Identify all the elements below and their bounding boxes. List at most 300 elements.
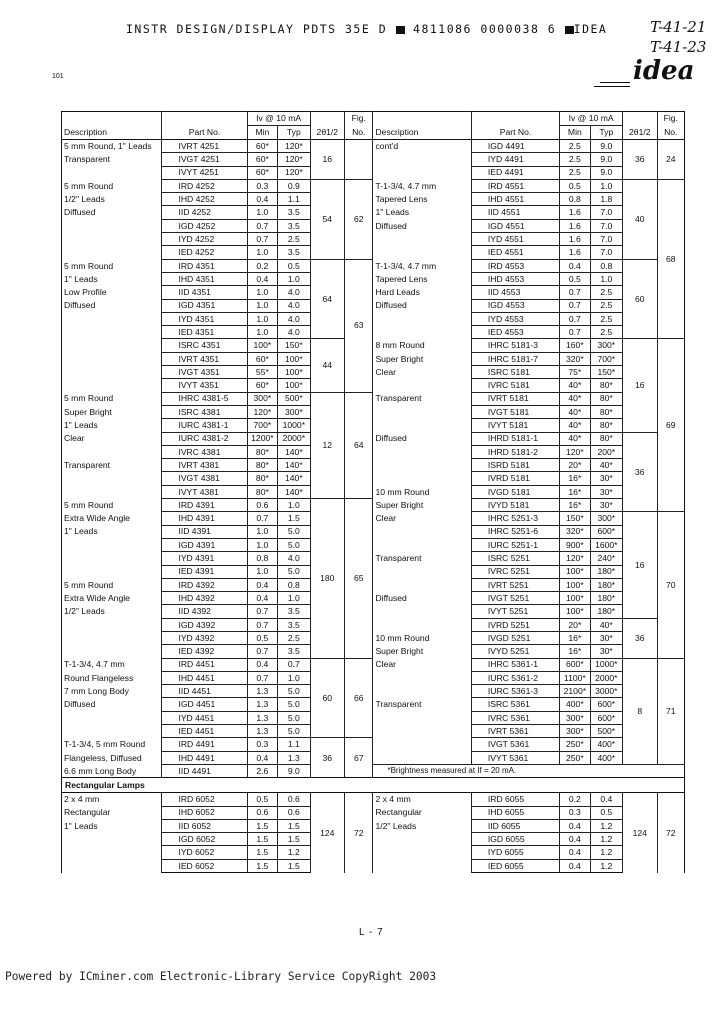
viewing-angle: 16: [623, 339, 657, 432]
description-text: Round Flangeless: [62, 671, 162, 684]
logo-rule: [594, 86, 630, 87]
iv-min: 0.5: [560, 272, 590, 285]
iv-typ: 80*: [590, 392, 622, 405]
iv-min: 80*: [247, 485, 277, 498]
section-title: Rectangular Lamps: [62, 778, 685, 793]
description-text: [373, 725, 471, 738]
figure-number: 66: [345, 658, 373, 738]
iv-typ: 1000*: [590, 658, 622, 671]
part-number: IRD 4451: [162, 658, 247, 671]
description-text: [62, 645, 162, 658]
part-number: IVRC 4381: [162, 445, 247, 458]
part-number: IHD 6055: [471, 806, 559, 819]
description-text: [373, 312, 471, 325]
iv-typ: 100*: [278, 366, 310, 379]
iv-min: 1.0: [247, 565, 277, 578]
part-number: IED 4551: [471, 246, 559, 259]
iv-typ: 1.5: [278, 512, 310, 525]
description-text: 5 mm Round: [62, 179, 162, 192]
table-row: [62, 352, 685, 365]
part-number: IRD 4351: [162, 259, 247, 272]
part-number: IGD 4491: [471, 140, 559, 153]
description-text: [62, 445, 162, 458]
part-number: IRD 4551: [471, 179, 559, 192]
iv-min: 1.0: [247, 326, 277, 339]
iv-min: 0.2: [247, 259, 277, 272]
part-number: IVGT 4381: [162, 472, 247, 485]
header-angle: 2θ1/2: [623, 126, 657, 140]
table-row: [62, 379, 685, 392]
table-row: [62, 206, 685, 219]
part-number: IGD 4252: [162, 219, 247, 232]
iv-typ: 0.7: [278, 658, 310, 671]
iv-typ: 600*: [590, 698, 622, 711]
iv-typ: 400*: [590, 738, 622, 751]
description-text: [373, 711, 471, 724]
iv-typ: 7.0: [590, 219, 622, 232]
iv-typ: 1.2: [590, 859, 622, 872]
iv-min: 400*: [560, 698, 590, 711]
description-text: Diffused: [373, 432, 471, 445]
part-number: IVRC 5181: [471, 379, 559, 392]
table-row: [62, 219, 685, 232]
table-row: [62, 764, 685, 777]
table-row: [62, 339, 685, 352]
description-text: 5 mm Round, 1" Leads: [62, 140, 162, 153]
part-number: IED 4451: [162, 725, 247, 738]
description-text: Diffused: [62, 299, 162, 312]
iv-typ: 100*: [278, 379, 310, 392]
part-number: IVYT 5251: [471, 605, 559, 618]
iv-min: 900*: [560, 538, 590, 551]
description-text: 8 mm Round: [373, 339, 471, 352]
iv-typ: 180*: [590, 605, 622, 618]
part-number: IRD 4252: [162, 179, 247, 192]
description-text: 1" Leads: [62, 525, 162, 538]
viewing-angle: 36: [623, 432, 657, 512]
iv-min: 320*: [560, 525, 590, 538]
table-row: [62, 658, 685, 671]
iv-typ: 1.0: [278, 592, 310, 605]
iv-min: 16*: [560, 631, 590, 644]
iv-typ: 500*: [590, 725, 622, 738]
description-text: Diffused: [373, 592, 471, 605]
description-text: [373, 578, 471, 591]
part-number: IED 4351: [162, 326, 247, 339]
iv-typ: 9.0: [590, 140, 622, 153]
figure-number: 72: [657, 793, 684, 873]
description-text: [373, 405, 471, 418]
iv-typ: 1.0: [278, 499, 310, 512]
iv-min: 0.4: [560, 846, 590, 859]
description-text: T-1-3/4, 4.7 mm: [62, 658, 162, 671]
figure-number: 65: [345, 499, 373, 659]
description-text: [62, 233, 162, 246]
iv-min: 16*: [560, 645, 590, 658]
iv-min: 0.4: [560, 859, 590, 872]
table-row: [62, 618, 685, 631]
iv-typ: 600*: [590, 525, 622, 538]
table-row: [62, 565, 685, 578]
iv-typ: 9.0: [590, 166, 622, 179]
table-row: [62, 193, 685, 206]
description-text: [373, 246, 471, 259]
description-text: 1" Leads: [373, 206, 471, 219]
description-text: Hard Leads: [373, 286, 471, 299]
table-row: [62, 725, 685, 738]
iv-typ: 0.5: [590, 806, 622, 819]
iv-min: 250*: [560, 738, 590, 751]
viewing-angle: 60: [623, 259, 657, 339]
table-row: [62, 366, 685, 379]
table-row: [62, 578, 685, 591]
iv-min: 20*: [560, 459, 590, 472]
table-row: [62, 286, 685, 299]
part-number: IYD 4451: [162, 711, 247, 724]
description-text: [373, 671, 471, 684]
iv-typ: 2.5: [590, 326, 622, 339]
header-part: Part No.: [471, 126, 559, 140]
part-number: IGD 6055: [471, 833, 559, 846]
part-number: IVRT 4251: [162, 140, 247, 153]
part-number: IID 4551: [471, 206, 559, 219]
iv-typ: 140*: [278, 445, 310, 458]
part-number: IVGD 5251: [471, 631, 559, 644]
iv-typ: 0.6: [278, 793, 310, 806]
iv-min: 0.4: [247, 193, 277, 206]
figure-number: 67: [345, 738, 373, 778]
part-number: IID 6052: [162, 819, 247, 832]
viewing-angle: 16: [310, 140, 344, 180]
description-text: [373, 153, 471, 166]
part-number: IHRD 5181-2: [471, 445, 559, 458]
part-number: IURC 4381-2: [162, 432, 247, 445]
description-text: [373, 685, 471, 698]
iv-min: 20*: [560, 618, 590, 631]
description-text: [62, 711, 162, 724]
table-row: [62, 605, 685, 618]
iv-min: 0.4: [247, 592, 277, 605]
iv-min: 100*: [560, 578, 590, 591]
iv-min: 1200*: [247, 432, 277, 445]
description-text: 1/2" Leads: [62, 605, 162, 618]
table-row: [62, 499, 685, 512]
description-text: [373, 538, 471, 551]
part-number: IHD 4553: [471, 272, 559, 285]
figure-number: 70: [657, 512, 684, 658]
iv-min: 0.7: [247, 605, 277, 618]
part-number: IVRD 5251: [471, 618, 559, 631]
iv-min: 1.0: [247, 538, 277, 551]
iv-typ: 4.0: [278, 299, 310, 312]
figure-number: 64: [345, 392, 373, 498]
iv-min: 60*: [247, 166, 277, 179]
iv-min: 40*: [560, 379, 590, 392]
header-part-blank: [471, 112, 559, 126]
viewing-angle: 124: [310, 793, 344, 873]
description-text: [62, 565, 162, 578]
description-text: Clear: [373, 658, 471, 671]
table-row: [62, 671, 685, 684]
description-text: Super Bright: [373, 645, 471, 658]
part-number: ISRC 5251: [471, 552, 559, 565]
description-text: [62, 618, 162, 631]
header-iv: Iv @ 10 mA: [560, 112, 623, 126]
header-fig: Fig.: [657, 112, 684, 126]
iv-typ: 7.0: [590, 233, 622, 246]
part-number: ISRC 5181: [471, 366, 559, 379]
iv-min: 0.8: [560, 193, 590, 206]
table-row: [62, 166, 685, 179]
iv-typ: 1.1: [278, 193, 310, 206]
iv-typ: 30*: [590, 499, 622, 512]
description-text: Tapered Lens: [373, 193, 471, 206]
part-number: IYD 4553: [471, 312, 559, 325]
idea-logo: idea: [633, 56, 695, 86]
iv-min: 80*: [247, 445, 277, 458]
iv-min: 320*: [560, 352, 590, 365]
part-number: IVGT 4351: [162, 366, 247, 379]
iv-typ: 1.5: [278, 859, 310, 872]
table-row: [62, 326, 685, 339]
iv-min: 150*: [560, 512, 590, 525]
table-row: [62, 512, 685, 525]
description-text: Low Profile: [62, 286, 162, 299]
iv-typ: 200*: [590, 445, 622, 458]
description-text: 1/2" Leads: [373, 819, 471, 832]
iv-typ: 1.0: [590, 272, 622, 285]
iv-min: 60*: [247, 379, 277, 392]
part-number: IRD 4391: [162, 499, 247, 512]
iv-typ: 3.5: [278, 246, 310, 259]
figure-number: 71: [657, 658, 684, 764]
part-number: IVRC 5361: [471, 711, 559, 724]
part-number: IED 4391: [162, 565, 247, 578]
iv-typ: 140*: [278, 472, 310, 485]
viewing-angle: 124: [623, 793, 657, 873]
description-text: [373, 751, 471, 764]
iv-typ: 2.5: [590, 286, 622, 299]
viewing-angle: 64: [310, 259, 344, 339]
part-number: IRD 4392: [162, 578, 247, 591]
description-text: Flangeless, Diffused: [62, 751, 162, 764]
iv-min: 0.3: [247, 179, 277, 192]
iv-typ: 7.0: [590, 206, 622, 219]
viewing-angle: 36: [623, 140, 657, 180]
part-number: IID 4553: [471, 286, 559, 299]
description-text: [373, 445, 471, 458]
header-description: Description: [373, 126, 471, 140]
table-row: [62, 246, 685, 259]
iv-min: 60*: [247, 140, 277, 153]
part-number: IHRC 5181-7: [471, 352, 559, 365]
iv-typ: 240*: [590, 552, 622, 565]
iv-typ: 5.0: [278, 698, 310, 711]
part-number: IID 4252: [162, 206, 247, 219]
part-number: IHD 4351: [162, 272, 247, 285]
part-number: IURC 5361-2: [471, 671, 559, 684]
iv-min: 0.7: [560, 326, 590, 339]
table-row: [62, 472, 685, 485]
part-number: IRD 4553: [471, 259, 559, 272]
iv-min: 1.3: [247, 725, 277, 738]
part-number: IHD 4391: [162, 512, 247, 525]
iv-min: 0.5: [560, 179, 590, 192]
handwritten-code: T-41-23: [650, 38, 707, 56]
part-number: IHD 4551: [471, 193, 559, 206]
description-text: 10 mm Round: [373, 631, 471, 644]
iv-min: 16*: [560, 499, 590, 512]
part-number: IVYT 4251: [162, 166, 247, 179]
part-number: IHD 6052: [162, 806, 247, 819]
iv-typ: 80*: [590, 432, 622, 445]
iv-min: 0.7: [560, 286, 590, 299]
iv-typ: 9.0: [590, 153, 622, 166]
description-text: cont'd: [373, 140, 471, 153]
iv-min: 100*: [247, 339, 277, 352]
header-brand: IDEA: [573, 22, 608, 36]
iv-typ: 2.5: [278, 233, 310, 246]
part-number: IHRC 5181-3: [471, 339, 559, 352]
iv-typ: 2.5: [278, 631, 310, 644]
viewing-angle: 44: [310, 339, 344, 392]
description-text: 5 mm Round: [62, 578, 162, 591]
iv-min: 1.0: [247, 206, 277, 219]
iv-typ: 30*: [590, 485, 622, 498]
iv-min: 120*: [247, 405, 277, 418]
description-text: Transparent: [373, 392, 471, 405]
description-text: Super Bright: [62, 405, 162, 418]
iv-min: 0.5: [247, 793, 277, 806]
iv-min: 0.2: [560, 793, 590, 806]
part-number: IVYT 5181: [471, 419, 559, 432]
table-row: [62, 538, 685, 551]
description-text: [373, 525, 471, 538]
iv-typ: 0.8: [590, 259, 622, 272]
iv-min: 0.6: [247, 806, 277, 819]
iv-typ: 700*: [590, 352, 622, 365]
powered-by-line: Powered by ICminer.com Electronic-Library Service CopyRight 2003: [5, 970, 437, 983]
part-number: IURC 5251-1: [471, 538, 559, 551]
description-text: [373, 859, 471, 872]
iv-typ: 140*: [278, 459, 310, 472]
part-number: IHRD 5181-1: [471, 432, 559, 445]
figure-number: 72: [345, 793, 373, 873]
description-text: 5 mm Round: [62, 392, 162, 405]
handwritten-code: T-41-21: [650, 18, 707, 36]
description-text: [62, 833, 162, 846]
description-text: 1" Leads: [62, 819, 162, 832]
iv-typ: 1.8: [590, 193, 622, 206]
iv-min: 2100*: [560, 685, 590, 698]
iv-min: 1.0: [247, 299, 277, 312]
header-min: Min: [560, 126, 590, 140]
description-text: 5 mm Round: [62, 259, 162, 272]
iv-typ: 2.5: [590, 312, 622, 325]
iv-typ: 4.0: [278, 552, 310, 565]
iv-min: 120*: [560, 445, 590, 458]
iv-typ: 3.5: [278, 206, 310, 219]
description-text: [62, 339, 162, 352]
iv-min: 1100*: [560, 671, 590, 684]
description-text: [62, 379, 162, 392]
iv-min: 16*: [560, 485, 590, 498]
header-angle: 2θ1/2: [310, 126, 344, 140]
header-fig: Fig.: [345, 112, 373, 126]
iv-min: 0.7: [247, 233, 277, 246]
description-text: [62, 219, 162, 232]
table-row: [62, 459, 685, 472]
iv-typ: 1.2: [590, 833, 622, 846]
iv-min: 1.0: [247, 286, 277, 299]
table-row: [62, 272, 685, 285]
iv-min: 0.7: [560, 312, 590, 325]
iv-typ: 1.3: [278, 751, 310, 764]
table-row: [62, 631, 685, 644]
description-text: [62, 538, 162, 551]
table-row: [62, 793, 685, 806]
table-row: [62, 419, 685, 432]
table-row: [62, 685, 685, 698]
figure-number: 68: [657, 179, 684, 339]
iv-typ: 1.0: [590, 179, 622, 192]
description-text: [373, 565, 471, 578]
iv-typ: 300*: [278, 405, 310, 418]
iv-typ: 4.0: [278, 312, 310, 325]
viewing-angle: 16: [623, 512, 657, 618]
iv-min: 100*: [560, 605, 590, 618]
table-row: [62, 525, 685, 538]
table-row: [62, 312, 685, 325]
part-number: IID 4391: [162, 525, 247, 538]
part-number: IVRT 5181: [471, 392, 559, 405]
iv-min: 0.4: [247, 751, 277, 764]
iv-min: 0.7: [247, 671, 277, 684]
description-text: [62, 846, 162, 859]
iv-min: 0.7: [247, 512, 277, 525]
description-text: Diffused: [62, 206, 162, 219]
iv-typ: 5.0: [278, 538, 310, 551]
figure-number: 69: [657, 339, 684, 512]
description-text: 1/2" Leads: [62, 193, 162, 206]
iv-typ: 1600*: [590, 538, 622, 551]
iv-min: 300*: [560, 725, 590, 738]
description-text: Clear: [62, 432, 162, 445]
description-text: Diffused: [62, 698, 162, 711]
iv-min: 16*: [560, 472, 590, 485]
iv-min: 2.6: [247, 764, 277, 777]
iv-min: 40*: [560, 432, 590, 445]
part-number: IGD 4553: [471, 299, 559, 312]
part-number: IYD 4391: [162, 552, 247, 565]
iv-min: 40*: [560, 419, 590, 432]
table-row: [62, 259, 685, 272]
table-row: [62, 698, 685, 711]
iv-typ: 1.0: [278, 671, 310, 684]
part-number: IVRT 4381: [162, 459, 247, 472]
description-text: [373, 605, 471, 618]
part-number: IVGT 5361: [471, 738, 559, 751]
iv-min: 2.5: [560, 153, 590, 166]
table-row: [62, 299, 685, 312]
part-number: IYD 4351: [162, 312, 247, 325]
part-number: ISRC 4351: [162, 339, 247, 352]
iv-min: 0.3: [247, 738, 277, 751]
iv-typ: 5.0: [278, 711, 310, 724]
iv-min: 60*: [247, 153, 277, 166]
iv-typ: 100*: [278, 352, 310, 365]
iv-min: 1.3: [247, 711, 277, 724]
